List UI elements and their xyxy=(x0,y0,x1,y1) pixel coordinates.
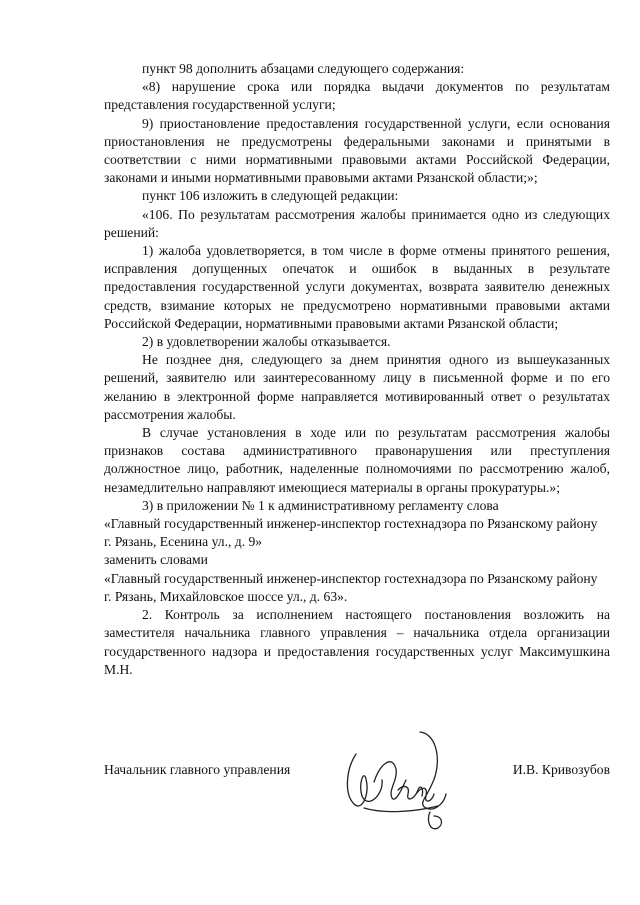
paragraph: «Главный государственный инженер-инспектор гостехнадзора по Рязанскому району xyxy=(104,516,598,532)
paragraph: пункт 98 дополнить абзацами следующего содержания: xyxy=(142,61,465,76)
paragraph: Не позднее дня, следующего за днем принятия одного из вышеуказанных решений, заявителю или заинтересованному лицу в письменной форме и по его желанию в электронной форме направляется мотивированный ответ о результатах рассмотрения жалобы. xyxy=(104,352,610,422)
paragraph: «106. По результатам рассмотрения жалобы принимается одно из следующих решений: xyxy=(104,206,610,240)
paragraph: В случае установления в ходе или по результатам рассмотрения жалобы признаков состава административного правонарушения или преступления должностное лицо, работник, наделенные полномочиями по рассмотрению жалоб, незамедлительно направляют имеющиеся материалы в органы прокуратуры.»; xyxy=(104,425,610,495)
paragraph: 3) в приложении № 1 к административному регламенту слова xyxy=(142,497,499,513)
paragraph: заменить словами xyxy=(104,552,208,568)
signatory-name: И.В. Кривозубов xyxy=(512,762,610,777)
paragraph: пункт 106 изложить в следующей редакции: xyxy=(142,188,399,204)
signature-block xyxy=(104,758,610,838)
document-body xyxy=(104,60,610,679)
paragraph: г. Рязань, Михайловское шоссе ул., д. 63». xyxy=(104,588,348,604)
handwritten-signature xyxy=(334,724,454,839)
paragraph: «Главный государственный инженер-инспектор гостехнадзора по Рязанскому району xyxy=(104,570,598,586)
paragraph: «8) нарушение срока или порядка выдачи документов по результатам представления государственной услуги; xyxy=(104,79,610,113)
signatory-title: Начальник главного управления xyxy=(104,762,291,777)
paragraph: 9) приостановление предоставления государственной услуги, если основания приостановления не предусмотрены федеральными законами и принятыми в соответствии с ними нормативными правовыми актами Российской Федерации, законами и иными нормативными правовыми актами Рязанской области;»; xyxy=(104,115,610,186)
paragraph: г. Рязань, Есенина ул., д. 9» xyxy=(104,534,263,550)
paragraph: 2) в удовлетворении жалобы отказывается. xyxy=(142,334,391,350)
paragraph: 2. Контроль за исполнением настоящего постановления возложить на заместителя начальника главного управления – начальника отдела организации государственного надзора и предоставления государственных услуг Максимушкина М.Н. xyxy=(104,607,610,677)
paragraph: 1) жалоба удовлетворяется, в том числе в форме отмены принятого решения, исправления допущенных опечаток и ошибок в выданных в результате предоставления государственной услуги документах, возврата заявителю денежных средств, взимание которых не предусмотрено нормативными правовыми актами Российской Федерации, нормативными правовыми актами Рязанской области; xyxy=(104,243,610,331)
